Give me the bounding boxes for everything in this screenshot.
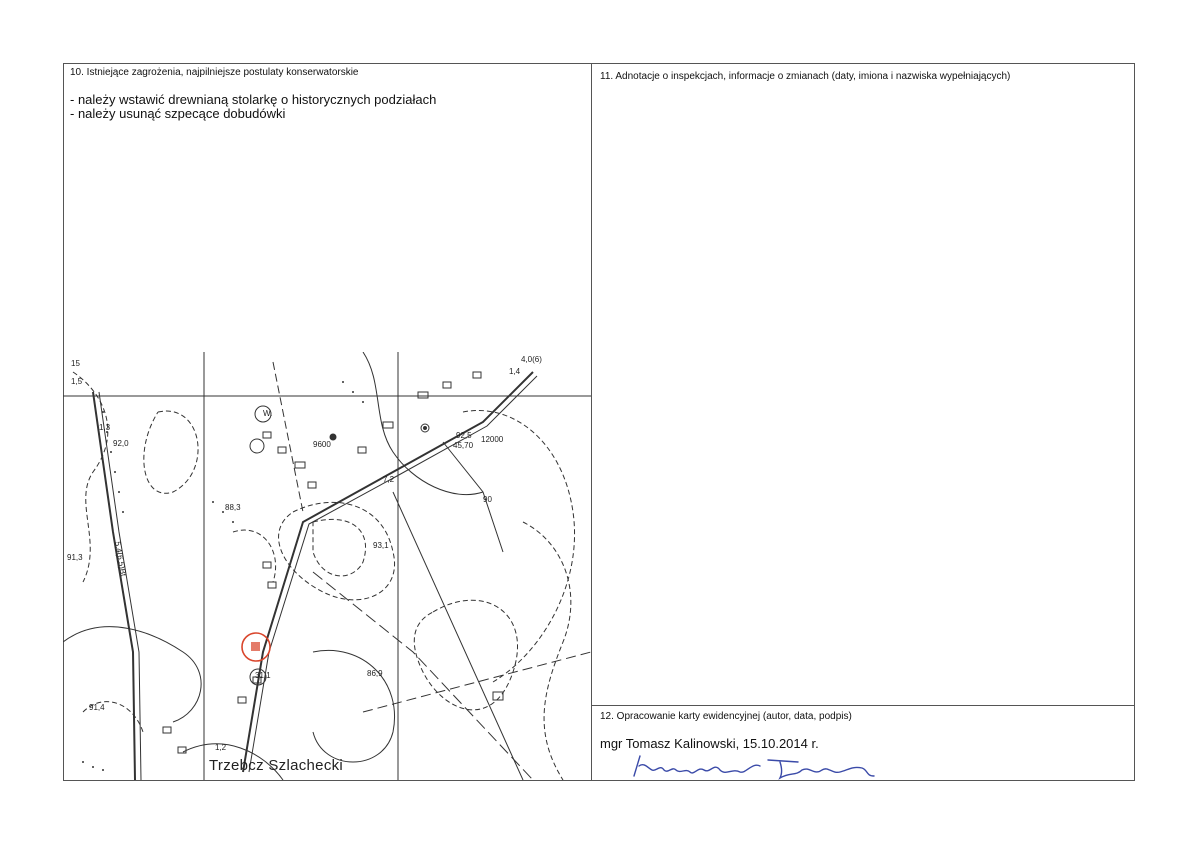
author-line: mgr Tomasz Kalinowski, 15.10.2014 r.: [600, 736, 819, 751]
map-label: 4,0(6): [521, 355, 542, 364]
map-label: 15: [71, 359, 80, 368]
map-label: 91,4: [89, 703, 105, 712]
map-label: 1,5: [71, 377, 83, 386]
map-label: 7,2: [383, 475, 395, 484]
conservation-postulates: [70, 93, 436, 121]
map-label: 88,3: [225, 503, 241, 512]
topographic-map: [63, 352, 591, 780]
map-label: 92,5: [456, 431, 472, 440]
map-label: 92,0: [113, 439, 129, 448]
handwritten-signature: [630, 752, 880, 787]
map-label: 86,9: [367, 669, 383, 678]
map-label: W.: [263, 409, 273, 418]
map-label: 12000: [481, 435, 504, 444]
map-label: 1,2: [215, 743, 227, 752]
map-label: 9600: [313, 440, 331, 449]
map-place-name: Trzebcz Szlachecki: [209, 757, 344, 774]
map-label: 45,70: [453, 441, 474, 450]
section-11-title: 11. Adnotacje o inspekcjach, informacje o zmianach (daty, imiona i nazwiska wypełniających): [600, 71, 1011, 82]
column-divider: [591, 63, 592, 781]
map-drawing: [63, 352, 591, 780]
postulate-item: - należy wstawić drewnianą stolarkę o historycznych podziałach: [70, 92, 437, 107]
map-label: 93,1: [373, 541, 389, 550]
map-label: 1,4: [509, 367, 521, 376]
map-label: 1,3: [99, 423, 111, 432]
map-label: 90: [483, 495, 492, 504]
object-marker: [251, 642, 260, 651]
map-label: 91,3: [67, 553, 83, 562]
section-12-title: 12. Opracowanie karty ewidencyjnej (autor, data, podpis): [600, 711, 852, 722]
postulate-item: - należy usunąć szpecące dobudówki: [70, 106, 286, 121]
section-divider: [591, 705, 1135, 706]
section-10-title: 10. Istniejące zagrożenia, najpilniejsze postulaty konserwatorskie: [70, 67, 359, 78]
map-label: 31,1: [255, 671, 271, 680]
map-label: 5,4(6,5)Bt: [113, 540, 128, 577]
